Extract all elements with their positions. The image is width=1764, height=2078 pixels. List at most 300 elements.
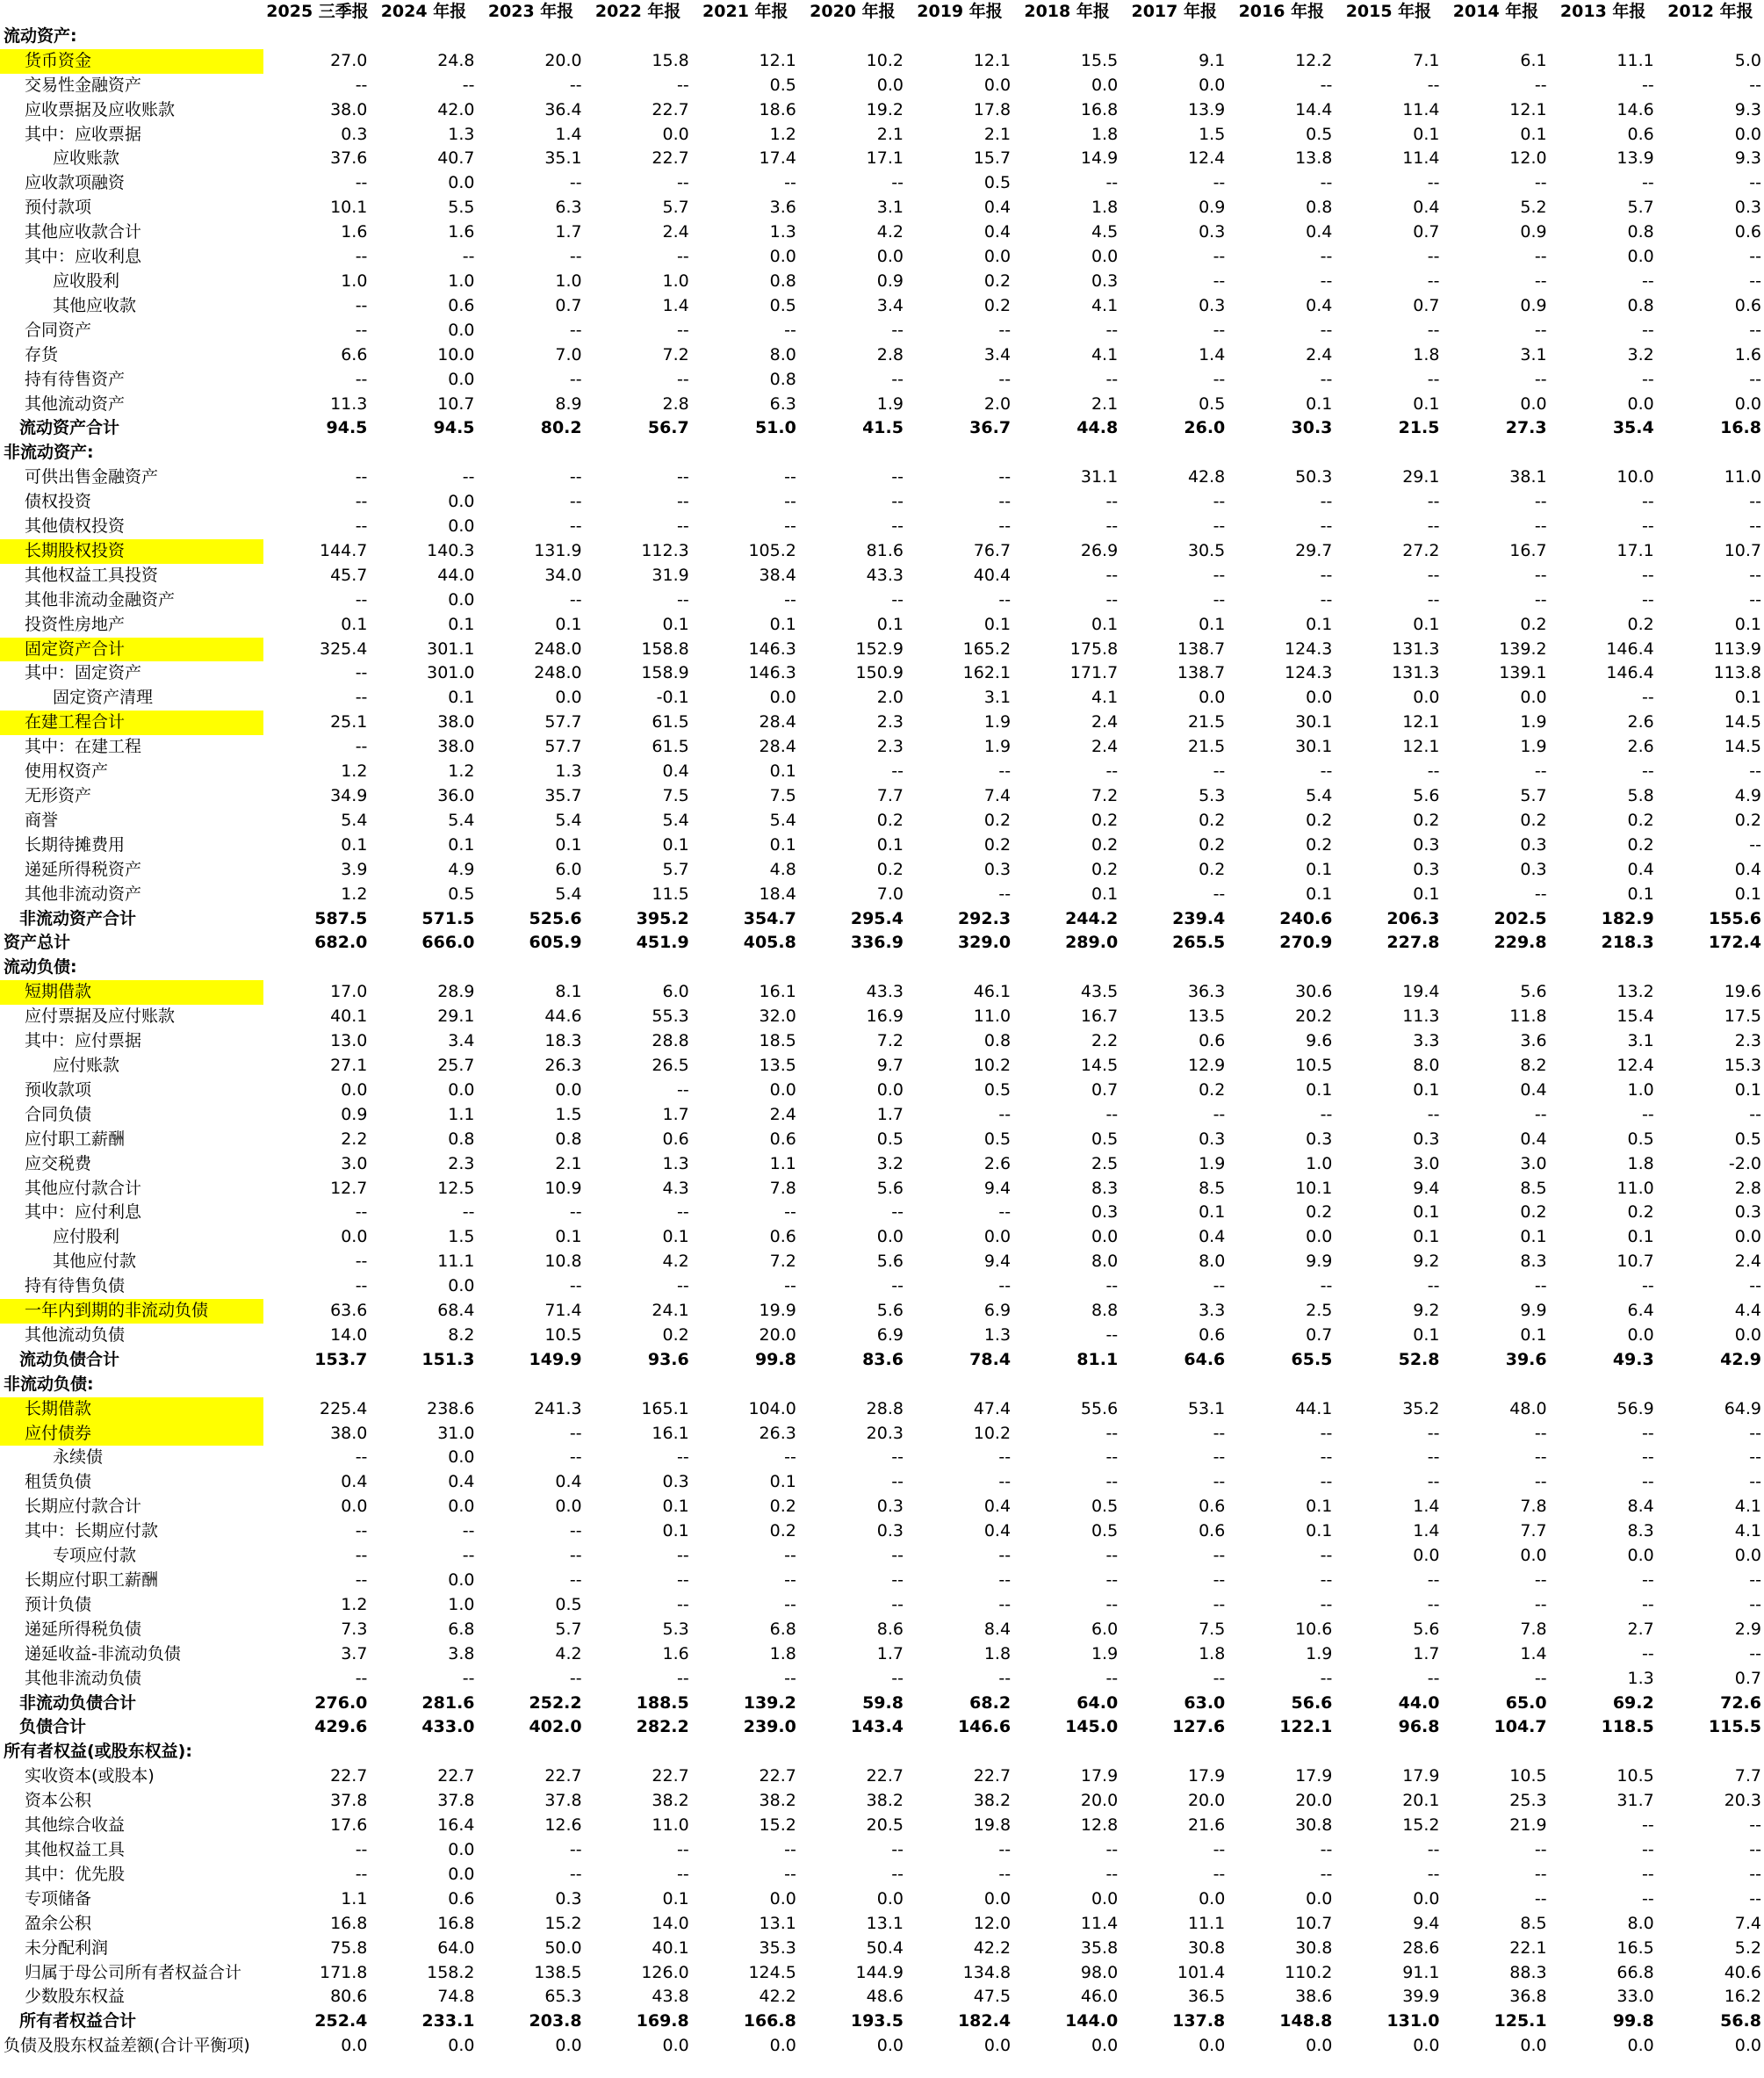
value-cell: -- [998, 884, 1012, 904]
value-cell: 44.1 [1295, 1398, 1333, 1418]
value-cell: -- [1642, 1570, 1654, 1590]
value-cell: 0.1 [1091, 614, 1119, 634]
value-cell: 2.3 [876, 712, 904, 732]
value-cell: 31.1 [1080, 467, 1119, 487]
value-cell: 65.5 [1291, 1349, 1333, 1369]
table-row [0, 147, 1764, 171]
value-cell: 0.0 [769, 688, 796, 708]
value-cell: 134.8 [962, 1962, 1012, 1982]
row-label: 流动负债合计 [19, 1349, 120, 1369]
table-row [0, 1470, 1764, 1495]
value-cell: 0.0 [1734, 1324, 1761, 1345]
value-cell: -- [1105, 516, 1119, 537]
value-cell [799, 1373, 906, 1397]
value-cell: -- [1320, 320, 1333, 340]
value-cell: -- [1320, 247, 1333, 267]
value-cell: -- [1105, 1104, 1119, 1124]
value-cell [1443, 956, 1550, 980]
value-cell: 0.4 [1306, 222, 1333, 242]
value-cell: 19.8 [973, 1815, 1012, 1836]
value-cell: 30.5 [1187, 540, 1226, 560]
value-cell: 57.7 [544, 737, 582, 757]
value-cell: 0.8 [1627, 295, 1654, 315]
row-label: 应付票据及应付账款 [25, 1007, 176, 1027]
value-cell: -- [1642, 320, 1654, 340]
value-cell: 0.9 [1199, 198, 1226, 218]
value-cell: 171.8 [320, 1962, 368, 1982]
value-cell: 12.5 [437, 1178, 475, 1198]
value-cell: 3.1 [876, 198, 904, 218]
table-row [0, 1225, 1764, 1250]
value-cell [478, 441, 585, 465]
value-cell: 1.3 [448, 124, 475, 144]
value-cell: 0.8 [769, 369, 796, 389]
value-cell: 0.6 [1734, 295, 1761, 315]
value-cell [1228, 441, 1335, 465]
value-cell: 20.0 [1295, 1791, 1333, 1811]
table-row [0, 1005, 1764, 1029]
value-cell: 16.8 [1720, 418, 1761, 438]
value-cell: 137.8 [1172, 2011, 1226, 2031]
value-cell: 325.4 [320, 639, 368, 659]
value-cell: -- [677, 492, 689, 512]
value-cell: 11.0 [652, 1815, 689, 1836]
value-cell: 1.8 [1091, 124, 1119, 144]
value-cell: 0.0 [983, 1227, 1012, 1247]
value-cell [370, 1740, 477, 1764]
value-cell: 7.8 [769, 1178, 796, 1198]
value-cell: 38.2 [866, 1791, 904, 1811]
value-cell: -- [891, 1276, 904, 1296]
value-cell [1335, 25, 1442, 49]
value-cell: -- [1213, 1570, 1226, 1590]
value-cell: 1.9 [1306, 1643, 1333, 1663]
value-cell: -- [998, 1594, 1012, 1614]
value-cell: 10.2 [973, 1055, 1012, 1075]
value-cell: 7.5 [1199, 1619, 1226, 1639]
table-row [0, 1642, 1764, 1667]
value-cell: 1.4 [662, 295, 689, 315]
value-cell: -- [891, 320, 904, 340]
value-cell: 48.6 [866, 1987, 904, 2007]
row-label: 流动负债: [4, 957, 77, 978]
value-cell: 0.4 [555, 1472, 582, 1492]
row-label: 长期应付款合计 [25, 1497, 142, 1517]
value-cell: 405.8 [743, 933, 796, 953]
value-cell: 39.9 [1402, 1987, 1440, 2007]
value-cell: 40.1 [330, 1007, 368, 1027]
value-cell: 0.2 [1627, 1202, 1654, 1223]
row-label: 递延收益-非流动负债 [25, 1643, 181, 1663]
row-label: 其他应收款合计 [25, 222, 142, 242]
value-cell: 56.7 [647, 418, 689, 438]
value-cell: -- [1534, 589, 1547, 610]
value-cell: 5.5 [448, 198, 475, 218]
value-cell: 16.1 [652, 1423, 689, 1443]
value-cell: 14.5 [1724, 737, 1761, 757]
column-header: 2018 年报 [1024, 2, 1110, 21]
value-cell: 0.0 [1413, 688, 1440, 708]
value-cell: 158.8 [641, 639, 689, 659]
value-cell: 57.7 [544, 712, 582, 732]
value-cell: 0.0 [876, 1888, 904, 1908]
value-cell: 5.4 [555, 884, 582, 904]
value-cell: -- [998, 1447, 1012, 1468]
table-row [0, 465, 1764, 490]
value-cell [906, 441, 1013, 465]
value-cell: 0.0 [448, 320, 475, 340]
value-cell: 0.3 [1520, 834, 1547, 855]
value-cell: 35.8 [1080, 1937, 1119, 1958]
value-cell [370, 441, 477, 465]
value-cell: 3.2 [876, 1153, 904, 1173]
value-cell: -0.1 [656, 688, 689, 708]
value-cell: 1.7 [555, 222, 582, 242]
value-cell: -- [677, 369, 689, 389]
row-label: 未分配利润 [25, 1937, 109, 1958]
value-cell: -- [1642, 1276, 1654, 1296]
value-cell: -- [891, 1546, 904, 1566]
value-cell: -- [355, 589, 368, 610]
value-cell: 1.9 [1199, 1153, 1226, 1173]
value-cell: -- [1105, 1324, 1119, 1345]
value-cell: -- [1534, 1594, 1547, 1614]
column-header: 2014 年报 [1452, 2, 1539, 21]
value-cell: 0.0 [341, 1227, 368, 1247]
value-cell: 0.5 [1734, 1129, 1761, 1149]
value-cell: 0.2 [1091, 810, 1119, 830]
value-cell [799, 441, 906, 465]
value-cell: 12.0 [1509, 148, 1547, 169]
section-header-row [0, 25, 1764, 49]
value-cell: -- [1320, 1864, 1333, 1884]
value-cell: -- [1749, 1594, 1761, 1614]
value-cell: 38.1 [1509, 467, 1547, 487]
value-cell: 0.2 [1306, 834, 1333, 855]
row-label: 交易性金融资产 [25, 75, 142, 95]
value-cell: -- [1213, 1447, 1226, 1468]
value-cell: 4.2 [555, 1643, 582, 1663]
row-label: 货币资金 [0, 49, 263, 74]
row-label: 长期股权投资 [0, 539, 263, 564]
value-cell: 118.5 [1601, 1717, 1654, 1737]
value-cell: -- [1534, 1839, 1547, 1859]
value-cell: -- [1749, 271, 1761, 291]
value-cell: -- [1749, 1864, 1761, 1884]
value-cell: 2.4 [1091, 737, 1119, 757]
value-cell: 14.9 [1080, 148, 1119, 169]
value-cell: 1.0 [555, 271, 582, 291]
table-row [0, 515, 1764, 539]
value-cell: 46.0 [1080, 1987, 1119, 2007]
table-row [0, 1569, 1764, 1593]
table-row [0, 1887, 1764, 1912]
value-cell: -- [1105, 1570, 1119, 1590]
value-cell: 0.0 [341, 1497, 368, 1517]
value-cell: 2.5 [1091, 1153, 1119, 1173]
value-cell: -- [569, 369, 582, 389]
value-cell: -- [1427, 1447, 1440, 1468]
value-cell: -- [1642, 271, 1654, 291]
value-cell: 2.9 [1734, 1619, 1761, 1639]
value-cell: 15.2 [759, 1815, 796, 1836]
value-cell: -- [1427, 1570, 1440, 1590]
value-cell: -- [1642, 492, 1654, 512]
value-cell: 46.1 [973, 982, 1012, 1002]
value-cell [263, 25, 370, 49]
row-label: 流动资产: [4, 25, 77, 46]
value-cell: -- [1320, 1423, 1333, 1443]
value-cell: 80.6 [330, 1987, 368, 2007]
value-cell: 15.3 [1724, 1055, 1761, 1075]
row-label: 其中：应收票据 [25, 124, 142, 144]
value-cell: -- [1105, 1472, 1119, 1492]
table-row [0, 1593, 1764, 1618]
value-cell: 50.4 [866, 1937, 904, 1958]
value-cell: 3.9 [341, 859, 368, 879]
value-cell: 5.4 [1306, 786, 1333, 805]
row-label: 应付债券 [0, 1422, 263, 1447]
value-cell: -- [1213, 1104, 1226, 1124]
value-cell: 175.8 [1069, 639, 1119, 659]
value-cell: 9.7 [876, 1055, 904, 1075]
value-cell: 14.5 [1724, 712, 1761, 732]
value-cell: 0.4 [983, 198, 1012, 218]
value-cell: 131.9 [534, 540, 582, 560]
value-cell: 0.0 [876, 2036, 904, 2056]
value-cell: 93.6 [647, 1349, 689, 1369]
value-cell: 11.4 [1080, 1913, 1119, 1933]
value-cell: 3.1 [983, 688, 1012, 708]
value-cell [1657, 441, 1764, 465]
value-cell: -- [1642, 1864, 1654, 1884]
value-cell: 66.8 [1616, 1962, 1654, 1982]
value-cell: -- [1749, 1472, 1761, 1492]
value-cell: 0.4 [983, 1521, 1012, 1541]
value-cell: 2.3 [1734, 1031, 1761, 1051]
value-cell: 0.1 [448, 614, 475, 634]
table-row [0, 1495, 1764, 1519]
value-cell: 0.0 [448, 173, 475, 193]
table-row [0, 1446, 1764, 1470]
value-cell: -- [1105, 1276, 1119, 1296]
value-cell: 94.5 [433, 418, 475, 438]
value-cell: -- [1105, 761, 1119, 782]
value-cell: 30.1 [1295, 737, 1333, 757]
value-cell: 11.3 [1402, 1007, 1440, 1027]
value-cell: 218.3 [1601, 933, 1654, 953]
value-cell: 105.2 [748, 540, 796, 560]
value-cell: 7.3 [341, 1619, 368, 1639]
value-cell: 2.2 [341, 1129, 368, 1149]
value-cell: 4.3 [662, 1178, 689, 1198]
value-cell: -- [1749, 173, 1761, 193]
value-cell: 11.0 [973, 1007, 1012, 1027]
value-cell: 52.8 [1398, 1349, 1440, 1369]
value-cell: 165.2 [962, 639, 1012, 659]
value-cell: -- [1534, 1864, 1547, 1884]
value-cell: 0.0 [1520, 2036, 1547, 2056]
column-header: 2012 年报 [1667, 2, 1753, 21]
section-header-row [0, 956, 1764, 980]
value-cell: 0.0 [983, 75, 1012, 95]
value-cell: 1.3 [662, 1153, 689, 1173]
value-cell: 0.0 [555, 1079, 582, 1100]
value-cell: 182.4 [957, 2011, 1012, 2031]
value-cell: 51.0 [754, 418, 796, 438]
row-label: 其他流动负债 [25, 1324, 126, 1345]
value-cell: 28.6 [1402, 1937, 1440, 1958]
value-cell: 127.6 [1172, 1717, 1226, 1737]
value-cell: 29.1 [437, 1007, 475, 1027]
table-row [0, 1274, 1764, 1299]
value-cell: -- [355, 737, 368, 757]
value-cell: 91.1 [1402, 1962, 1440, 1982]
value-cell: 10.7 [1295, 1913, 1333, 1933]
value-cell: 1.6 [448, 222, 475, 242]
value-cell: -- [1427, 1594, 1440, 1614]
value-cell: -- [569, 1447, 582, 1468]
value-cell: 143.4 [850, 1717, 904, 1737]
value-cell: 5.7 [662, 859, 689, 879]
value-cell: 0.0 [1734, 2036, 1761, 2056]
value-cell [1013, 1740, 1120, 1764]
value-cell: -- [891, 1447, 904, 1468]
value-cell: 5.7 [1520, 786, 1547, 805]
value-cell: -- [1749, 761, 1761, 782]
value-cell: 38.0 [437, 712, 475, 732]
value-cell: 140.3 [427, 540, 475, 560]
value-cell: 64.6 [1184, 1349, 1226, 1369]
value-cell: 16.7 [1509, 540, 1547, 560]
value-cell: 329.0 [957, 933, 1012, 953]
value-cell: 26.3 [759, 1423, 796, 1443]
value-cell: 16.5 [1616, 1937, 1654, 1958]
table-row [0, 2034, 1764, 2059]
value-cell [692, 441, 799, 465]
value-cell [1335, 956, 1442, 980]
value-cell: 40.1 [652, 1937, 689, 1958]
value-cell: 19.4 [1402, 982, 1440, 1002]
table-row [0, 1029, 1764, 1054]
total-row [0, 1692, 1764, 1716]
value-cell: -- [1213, 1864, 1226, 1884]
value-cell: 26.5 [652, 1055, 689, 1075]
value-cell: 1.8 [1091, 198, 1119, 218]
value-cell: 146.4 [1606, 639, 1654, 659]
value-cell: 0.3 [1413, 859, 1440, 879]
row-label: 应交税费 [25, 1153, 92, 1173]
value-cell: 22.7 [652, 99, 689, 119]
table-row [0, 343, 1764, 368]
value-cell: -- [677, 75, 689, 95]
value-cell: 22.7 [866, 1766, 904, 1786]
value-cell: -- [569, 1521, 582, 1541]
value-cell: 38.0 [330, 99, 368, 119]
value-cell: 0.0 [876, 1227, 904, 1247]
value-cell: 5.6 [876, 1252, 904, 1272]
value-cell: 65.3 [544, 1987, 582, 2007]
value-cell: -- [355, 369, 368, 389]
value-cell: 64.0 [437, 1937, 475, 1958]
value-cell: 0.7 [1413, 222, 1440, 242]
value-cell: 1.1 [448, 1104, 475, 1124]
value-cell: -- [1213, 1668, 1226, 1688]
row-label: 资本公积 [25, 1791, 92, 1811]
value-cell: -- [1320, 173, 1333, 193]
row-label: 持有待售资产 [25, 369, 126, 389]
value-cell: 0.6 [662, 1129, 689, 1149]
value-cell: 0.0 [662, 2036, 689, 2056]
value-cell: 0.0 [769, 2036, 796, 2056]
value-cell: 248.0 [534, 663, 582, 683]
value-cell: -- [1320, 1104, 1333, 1124]
value-cell: 8.0 [1199, 1252, 1226, 1272]
value-cell [585, 1740, 692, 1764]
value-cell: 0.4 [1520, 1129, 1547, 1149]
value-cell: 1.0 [1306, 1153, 1333, 1173]
value-cell: 0.5 [769, 75, 796, 95]
value-cell: 0.0 [555, 2036, 582, 2056]
value-cell: 42.2 [973, 1937, 1012, 1958]
header-corner-cell [0, 0, 263, 25]
value-cell [1120, 1740, 1228, 1764]
value-cell: 6.3 [769, 393, 796, 414]
value-cell: 17.9 [1080, 1766, 1119, 1786]
value-cell: 138.7 [1177, 639, 1226, 659]
row-label: 其中：优先股 [25, 1864, 126, 1884]
value-cell: 20.0 [544, 50, 582, 70]
value-cell: 30.8 [1295, 1815, 1333, 1836]
value-cell: -- [891, 1472, 904, 1492]
value-cell: 0.3 [1413, 1129, 1440, 1149]
value-cell: 0.9 [876, 271, 904, 291]
value-cell: 1.9 [876, 393, 904, 414]
value-cell: 0.2 [1520, 810, 1547, 830]
value-cell: 0.5 [1091, 1497, 1119, 1517]
value-cell: 20.0 [1187, 1791, 1226, 1811]
value-cell: 0.2 [769, 1497, 796, 1517]
value-cell: 1.2 [769, 124, 796, 144]
value-cell: 10.1 [1295, 1178, 1333, 1198]
value-cell: 0.5 [1199, 393, 1226, 414]
value-cell: 0.1 [448, 688, 475, 708]
value-cell: 42.8 [1187, 467, 1226, 487]
value-cell: 0.0 [1199, 1888, 1226, 1908]
value-cell: 35.4 [1612, 418, 1654, 438]
value-cell: 0.0 [1091, 2036, 1119, 2056]
value-cell: 0.9 [1520, 295, 1547, 315]
value-cell: -- [1213, 320, 1226, 340]
value-cell: -- [355, 1546, 368, 1566]
value-cell: 24.8 [437, 50, 475, 70]
value-cell: 0.2 [1199, 1079, 1226, 1100]
value-cell: -- [1213, 492, 1226, 512]
value-cell: 0.3 [341, 124, 368, 144]
value-cell: -- [784, 1447, 796, 1468]
value-cell: 0.5 [1091, 1129, 1119, 1149]
value-cell: -- [891, 1570, 904, 1590]
value-cell: -- [462, 1521, 475, 1541]
value-cell: 5.4 [555, 810, 582, 830]
value-cell: -- [1320, 1668, 1333, 1688]
value-cell: 5.4 [341, 810, 368, 830]
value-cell: 1.4 [555, 124, 582, 144]
table-row [0, 1863, 1764, 1887]
value-cell: 101.4 [1177, 1962, 1226, 1982]
value-cell: -2.0 [1728, 1153, 1761, 1173]
value-cell: -- [1534, 1104, 1547, 1124]
